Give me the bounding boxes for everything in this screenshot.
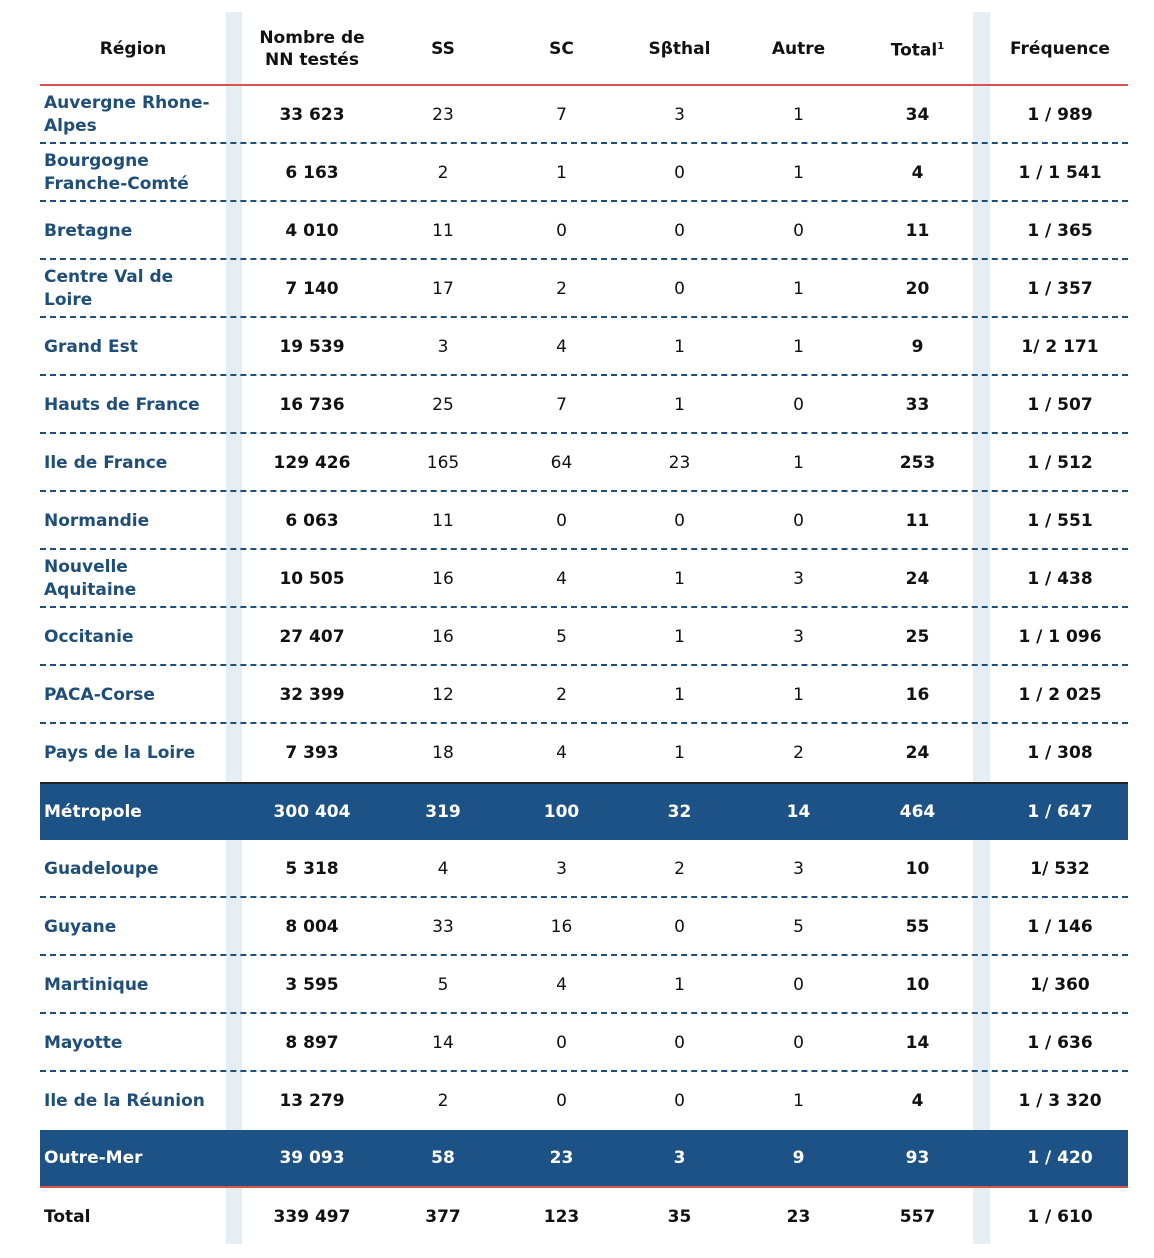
ss-cell: 12 bbox=[432, 685, 454, 705]
ss-cell: 16 bbox=[432, 569, 454, 589]
nn-tested-cell: 16 736 bbox=[279, 395, 345, 415]
sc-cell: 100 bbox=[543, 802, 580, 822]
ss-cell: 2 bbox=[437, 163, 449, 183]
table-row bbox=[40, 1014, 1128, 1072]
frequence-cell: 1 / 365 bbox=[1027, 221, 1093, 241]
total-cell: 25 bbox=[905, 627, 930, 647]
total-cell: 557 bbox=[899, 1207, 936, 1227]
table-row bbox=[40, 840, 1128, 898]
region-cell: Métropole bbox=[44, 802, 142, 822]
ss-cell: 14 bbox=[432, 1033, 454, 1053]
header-autre: Autre bbox=[771, 39, 826, 59]
frequence-cell: 1 / 308 bbox=[1027, 743, 1093, 763]
region-cell: PACA-Corse bbox=[44, 684, 155, 705]
autre-cell: 9 bbox=[792, 1148, 805, 1168]
region-cell: Martinique bbox=[44, 974, 149, 995]
autre-cell: 3 bbox=[793, 859, 804, 879]
region-cell: Total bbox=[44, 1207, 91, 1227]
sc-cell: 7 bbox=[556, 105, 567, 125]
nn-tested-cell: 8 004 bbox=[285, 917, 339, 937]
frequence-cell: 1 / 1 096 bbox=[1018, 627, 1102, 647]
region-cell: Normandie bbox=[44, 510, 150, 531]
table-row bbox=[40, 144, 1128, 202]
nn-tested-cell: 300 404 bbox=[273, 802, 351, 822]
region-cell: Bretagne bbox=[44, 220, 133, 241]
sc-cell: 0 bbox=[556, 1091, 567, 1111]
header-sbthal: Sβthal bbox=[648, 39, 711, 59]
total-cell: 10 bbox=[905, 975, 930, 995]
sc-cell: 3 bbox=[556, 859, 567, 879]
sbthal-cell: 0 bbox=[674, 1033, 685, 1053]
sbthal-cell: 1 bbox=[674, 743, 685, 763]
nn-tested-cell: 7 140 bbox=[285, 279, 339, 299]
table-row bbox=[40, 724, 1128, 782]
frequence-cell: 1/ 532 bbox=[1030, 859, 1090, 879]
region-cell: Ile de France bbox=[44, 452, 168, 473]
table-row bbox=[40, 86, 1128, 144]
autre-cell: 1 bbox=[793, 1091, 804, 1111]
nn-tested-cell: 4 010 bbox=[285, 221, 339, 241]
total-cell: 4 bbox=[911, 163, 924, 183]
sc-cell: 0 bbox=[556, 1033, 567, 1053]
sc-cell: 123 bbox=[543, 1207, 580, 1227]
sbthal-cell: 0 bbox=[674, 917, 685, 937]
total-cell: 14 bbox=[905, 1033, 930, 1053]
sc-cell: 2 bbox=[556, 279, 567, 299]
ss-cell: 25 bbox=[432, 395, 454, 415]
nn-tested-cell: 19 539 bbox=[279, 337, 345, 357]
autre-cell: 23 bbox=[786, 1207, 811, 1227]
table-row bbox=[40, 376, 1128, 434]
region-cell: Outre-Mer bbox=[44, 1148, 143, 1168]
region-cell: Guadeloupe bbox=[44, 858, 159, 879]
screening-table bbox=[40, 14, 1128, 1246]
autre-cell: 3 bbox=[793, 569, 804, 589]
sbthal-cell: 1 bbox=[674, 627, 685, 647]
table-header bbox=[40, 14, 1128, 86]
nn-tested-cell: 13 279 bbox=[279, 1091, 345, 1111]
summary-row bbox=[40, 1130, 1128, 1186]
sbthal-cell: 3 bbox=[673, 1148, 686, 1168]
region-cell: Pays de la Loire bbox=[44, 742, 196, 763]
nn-tested-cell: 5 318 bbox=[285, 859, 339, 879]
nn-tested-cell: 129 426 bbox=[273, 453, 351, 473]
table-row bbox=[40, 1072, 1128, 1130]
frequence-cell: 1 / 420 bbox=[1027, 1148, 1093, 1168]
total-cell: 33 bbox=[905, 395, 930, 415]
autre-cell: 3 bbox=[793, 627, 804, 647]
nn-tested-cell: 3 595 bbox=[285, 975, 339, 995]
sbthal-cell: 1 bbox=[674, 337, 685, 357]
ss-cell: 5 bbox=[437, 975, 449, 995]
ss-cell: 11 bbox=[432, 221, 454, 241]
frequence-cell: 1 / 146 bbox=[1027, 917, 1093, 937]
header-ss: SS bbox=[431, 39, 455, 59]
sc-cell: 2 bbox=[556, 685, 567, 705]
frequence-cell: 1 / 989 bbox=[1027, 105, 1093, 125]
ss-cell: 377 bbox=[425, 1207, 461, 1227]
header-sc: SC bbox=[549, 39, 574, 59]
autre-cell: 1 bbox=[793, 163, 804, 183]
sbthal-cell: 35 bbox=[667, 1207, 692, 1227]
sc-cell: 4 bbox=[556, 569, 567, 589]
frequence-cell: 1 / 551 bbox=[1027, 511, 1093, 531]
sc-cell: 4 bbox=[556, 975, 567, 995]
frequence-cell: 1 / 3 320 bbox=[1018, 1091, 1102, 1111]
nn-tested-cell: 39 093 bbox=[279, 1148, 345, 1168]
region-cell: Ile de la Réunion bbox=[44, 1090, 205, 1111]
summary-row bbox=[40, 782, 1128, 840]
ss-cell: 17 bbox=[432, 279, 454, 299]
total-cell: 16 bbox=[905, 685, 930, 705]
table-row bbox=[40, 260, 1128, 318]
ss-cell: 2 bbox=[437, 1091, 449, 1111]
table-row bbox=[40, 956, 1128, 1014]
total-cell: 253 bbox=[899, 453, 936, 473]
autre-cell: 5 bbox=[793, 917, 804, 937]
sc-cell: 16 bbox=[550, 917, 573, 937]
autre-cell: 1 bbox=[793, 105, 804, 125]
sc-cell: 23 bbox=[549, 1148, 574, 1168]
sc-cell: 7 bbox=[556, 395, 567, 415]
frequence-cell: 1 / 512 bbox=[1027, 453, 1093, 473]
nn-tested-cell: 10 505 bbox=[279, 569, 345, 589]
table-row bbox=[40, 550, 1128, 608]
frequence-cell: 1 / 647 bbox=[1027, 802, 1093, 822]
table-row bbox=[40, 608, 1128, 666]
region-cell: Auvergne Rhone-Alpes bbox=[44, 93, 210, 136]
total-cell: 4 bbox=[911, 1091, 924, 1111]
frequence-cell: 1 / 610 bbox=[1027, 1207, 1093, 1227]
sbthal-cell: 0 bbox=[674, 1091, 685, 1111]
total-cell: 24 bbox=[905, 569, 930, 589]
sc-cell: 5 bbox=[556, 627, 567, 647]
region-cell: Grand Est bbox=[44, 336, 138, 357]
ss-cell: 3 bbox=[437, 337, 449, 357]
region-cell: Occitanie bbox=[44, 626, 134, 647]
autre-cell: 2 bbox=[793, 743, 804, 763]
header-frequence: Fréquence bbox=[1010, 39, 1110, 59]
nn-tested-cell: 339 497 bbox=[273, 1207, 351, 1227]
sc-cell: 0 bbox=[556, 221, 567, 241]
nn-tested-cell: 6 063 bbox=[285, 511, 339, 531]
ss-cell: 165 bbox=[426, 453, 460, 473]
table-row bbox=[40, 318, 1128, 376]
ss-cell: 4 bbox=[437, 859, 449, 879]
frequence-cell: 1 / 1 541 bbox=[1018, 163, 1102, 183]
nn-tested-cell: 27 407 bbox=[279, 627, 345, 647]
ss-cell: 11 bbox=[432, 511, 454, 531]
ss-cell: 319 bbox=[425, 802, 461, 822]
sc-cell: 1 bbox=[556, 163, 567, 183]
ss-cell: 18 bbox=[432, 743, 454, 763]
sbthal-cell: 1 bbox=[674, 975, 685, 995]
autre-cell: 0 bbox=[793, 1033, 804, 1053]
sbthal-cell: 3 bbox=[674, 105, 685, 125]
frequence-cell: 1 / 636 bbox=[1027, 1033, 1093, 1053]
frequence-cell: 1/ 360 bbox=[1030, 975, 1090, 995]
sbthal-cell: 0 bbox=[674, 511, 685, 531]
table-row bbox=[40, 666, 1128, 724]
sc-cell: 64 bbox=[550, 453, 573, 473]
ss-cell: 58 bbox=[431, 1148, 455, 1168]
total-cell: 464 bbox=[899, 802, 936, 822]
table-row bbox=[40, 202, 1128, 260]
sbthal-cell: 1 bbox=[674, 395, 685, 415]
sbthal-cell: 23 bbox=[668, 453, 691, 473]
total-cell: 20 bbox=[905, 279, 930, 299]
sbthal-cell: 0 bbox=[674, 163, 685, 183]
table-row bbox=[40, 898, 1128, 956]
ss-cell: 33 bbox=[432, 917, 454, 937]
header-region: Région bbox=[99, 39, 167, 59]
sbthal-cell: 1 bbox=[674, 569, 685, 589]
nn-tested-cell: 32 399 bbox=[279, 685, 345, 705]
autre-cell: 0 bbox=[793, 511, 804, 531]
autre-cell: 1 bbox=[793, 337, 804, 357]
autre-cell: 1 bbox=[793, 453, 804, 473]
autre-cell: 0 bbox=[793, 975, 804, 995]
autre-cell: 1 bbox=[793, 279, 804, 299]
total-cell: 93 bbox=[905, 1148, 930, 1168]
table-row bbox=[40, 434, 1128, 492]
region-cell: Centre Val de Loire bbox=[44, 267, 174, 310]
region-cell: Guyane bbox=[44, 916, 117, 937]
nn-tested-cell: 6 163 bbox=[285, 163, 339, 183]
region-cell: Mayotte bbox=[44, 1032, 123, 1053]
nn-tested-cell: 33 623 bbox=[279, 105, 345, 125]
total-cell: 11 bbox=[905, 511, 930, 531]
frequence-cell: 1 / 357 bbox=[1027, 279, 1093, 299]
total-cell: 9 bbox=[911, 337, 924, 357]
autre-cell: 1 bbox=[793, 685, 804, 705]
total-row bbox=[40, 1186, 1128, 1246]
ss-cell: 23 bbox=[432, 105, 454, 125]
frequence-cell: 1/ 2 171 bbox=[1021, 337, 1099, 357]
total-cell: 24 bbox=[905, 743, 930, 763]
ss-cell: 16 bbox=[432, 627, 454, 647]
header-total: Total$^1$ bbox=[890, 40, 945, 61]
total-cell: 34 bbox=[905, 105, 930, 125]
region-cell: Nouvelle Aquitaine bbox=[44, 557, 137, 600]
region-cell: Hauts de France bbox=[44, 394, 200, 415]
sbthal-cell: 0 bbox=[674, 221, 685, 241]
autre-cell: 0 bbox=[793, 395, 804, 415]
frequence-cell: 1 / 507 bbox=[1027, 395, 1093, 415]
header-nn: Nombre de NN testés bbox=[259, 28, 365, 70]
nn-tested-cell: 7 393 bbox=[285, 743, 339, 763]
sc-cell: 4 bbox=[556, 337, 567, 357]
total-cell: 55 bbox=[905, 917, 930, 937]
sbthal-cell: 1 bbox=[674, 685, 685, 705]
sbthal-cell: 2 bbox=[674, 859, 685, 879]
table-row bbox=[40, 492, 1128, 550]
sbthal-cell: 32 bbox=[667, 802, 692, 822]
frequence-cell: 1 / 2 025 bbox=[1018, 685, 1102, 705]
autre-cell: 0 bbox=[793, 221, 804, 241]
total-cell: 10 bbox=[905, 859, 930, 879]
region-cell: Bourgogne Franche-Comté bbox=[44, 151, 189, 194]
total-cell: 11 bbox=[905, 221, 930, 241]
sc-cell: 0 bbox=[556, 511, 567, 531]
nn-tested-cell: 8 897 bbox=[285, 1033, 339, 1053]
frequence-cell: 1 / 438 bbox=[1027, 569, 1093, 589]
sc-cell: 4 bbox=[556, 743, 567, 763]
sbthal-cell: 0 bbox=[674, 279, 685, 299]
autre-cell: 14 bbox=[786, 802, 811, 822]
